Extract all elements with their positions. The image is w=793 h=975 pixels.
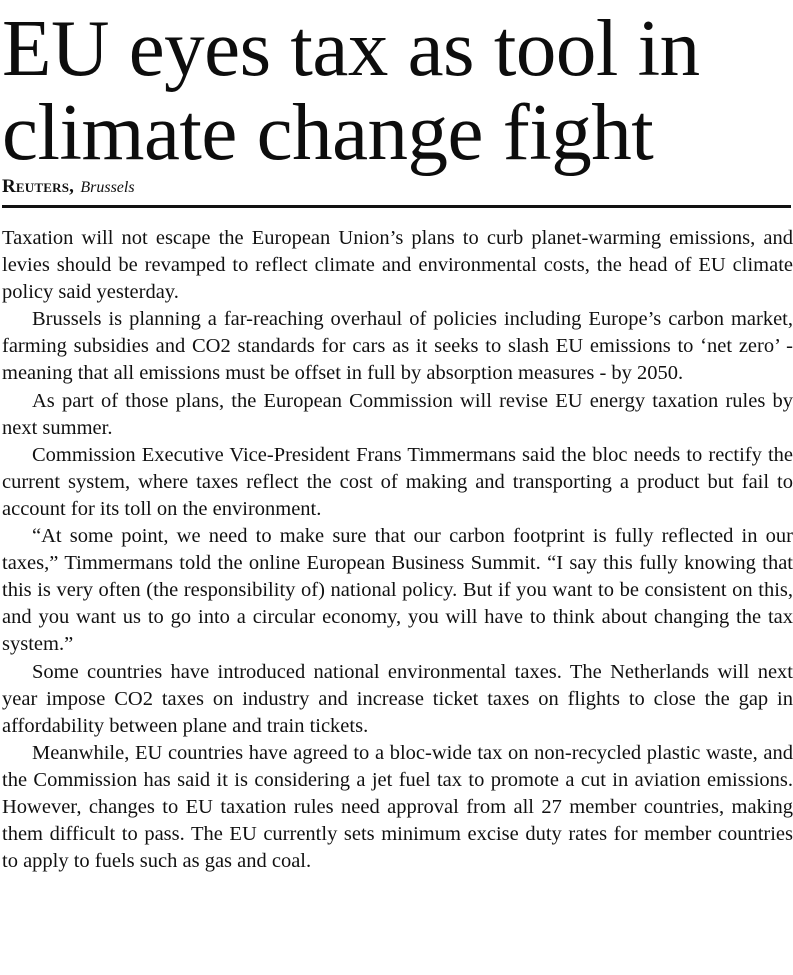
article-byline (2, 177, 793, 198)
byline-agency: Reuters, (2, 176, 75, 197)
article-headline: EU eyes tax as tool in climate change fight (2, 3, 700, 177)
article-paragraph: As part of those plans, the European Commission will revise EU energy taxation rules by next summer. (2, 389, 793, 439)
article-body (2, 225, 793, 875)
article-paragraph: Brussels is planning a far-reaching overhaul of policies including Europe’s carbon market, farming subsidies and CO2 standards for cars as it seeks to slash EU emissions to ‘net zero’ - meaning that all emissions must be offset in full by absorption measures - by 2050. (2, 308, 793, 385)
byline-location: Brussels (80, 179, 135, 196)
article-paragraph: Some countries have introduced national environmental taxes. The Netherlands will next year impose CO2 taxes on industry and increase ticket taxes on flights to close the gap in affordability between plane and train tickets. (2, 660, 793, 737)
article-paragraph: “At some point, we need to make sure that our carbon footprint is fully reflected in our taxes,” Timmermans told the online European Business Summit. “I say this fully knowing that this is very often (the responsibility of) national policy. But if you want to be consistent on this, and you want us to go into a circular economy, you will have to think about changing the tax system.” (2, 525, 793, 656)
headline-divider (2, 205, 791, 208)
article-paragraph: Commission Executive Vice-President Frans Timmermans said the bloc needs to rectify the current system, where taxes reflect the cost of making and transporting a product but fail to account for its toll on the environment. (2, 443, 793, 520)
article-paragraph: Meanwhile, EU countries have agreed to a bloc-wide tax on non-recycled plastic waste, and the Commission has said it is considering a jet fuel tax to promote a cut in aviation emissions. However, changes to EU taxation rules need approval from all 27 member countries, making them difficult to pass. The EU currently sets minimum excise duty rates for member countries to apply to fuels such as gas and coal. (2, 741, 793, 873)
article-paragraph: Taxation will not escape the European Union’s plans to curb planet-warming emissions, and levies should be revamped to reflect climate and environmental costs, the head of EU climate policy said yesterday. (2, 227, 793, 304)
